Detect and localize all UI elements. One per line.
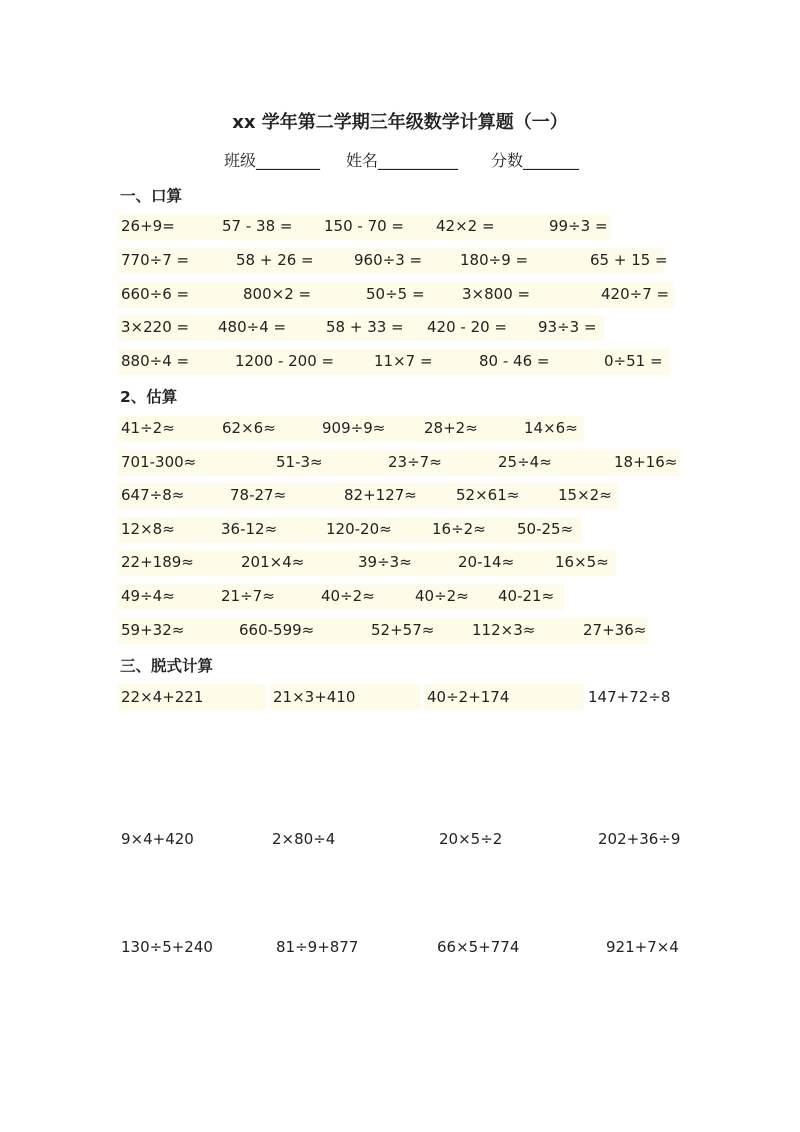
name-field[interactable]: 姓名__________: [346, 151, 459, 170]
oral-row: [118, 214, 610, 240]
oral-problem: 420÷7 =: [601, 285, 670, 303]
oral-problem: 420 - 20 =: [427, 318, 508, 336]
estimate-problem: 18+16≈: [614, 453, 678, 471]
estimate-problem: 112×3≈: [472, 621, 536, 639]
estimate-problem: 40-21≈: [498, 587, 555, 605]
oral-problem: 660÷6 =: [121, 285, 190, 303]
section-heading-stepwise: 三、脱式计算: [120, 657, 214, 675]
estimate-problem: 36-12≈: [221, 520, 278, 538]
oral-problem: 58 + 26 =: [236, 251, 314, 269]
stepwise-problem: 2×80÷4: [272, 830, 336, 848]
estimate-problem: 15×2≈: [558, 486, 612, 504]
estimate-row: [118, 483, 618, 509]
oral-problem: 1200 - 200 =: [235, 352, 335, 370]
oral-row: [118, 315, 604, 341]
estimate-row: [118, 550, 616, 576]
estimate-problem: 41÷2≈: [121, 419, 175, 437]
section-heading-estimate: 2、估算: [120, 388, 178, 406]
estimate-problem: 21÷7≈: [221, 587, 275, 605]
oral-problem: 770÷7 =: [121, 251, 190, 269]
estimate-problem: 909÷9≈: [322, 419, 386, 437]
estimate-problem: 20-14≈: [458, 553, 515, 571]
oral-row: [118, 349, 670, 375]
estimate-problem: 22+189≈: [121, 553, 194, 571]
oral-problem: 99÷3 =: [549, 217, 608, 235]
stepwise-problem: 40÷2+174: [427, 688, 510, 706]
estimate-problem: 27+36≈: [583, 621, 647, 639]
stepwise-problem: 22×4+221: [121, 688, 204, 706]
estimate-problem: 23÷7≈: [388, 453, 442, 471]
estimate-problem: 40÷2≈: [321, 587, 375, 605]
estimate-row: [118, 416, 584, 442]
student-info-line: [0, 148, 800, 172]
estimate-problem: 16÷2≈: [432, 520, 486, 538]
stepwise-problem: 921+7×4: [606, 938, 679, 956]
oral-problem: 11×7 =: [374, 352, 433, 370]
estimate-problem: 25÷4≈: [498, 453, 552, 471]
stepwise-problem: 130÷5+240: [121, 938, 213, 956]
estimate-problem: 62×6≈: [222, 419, 276, 437]
estimate-problem: 49÷4≈: [121, 587, 175, 605]
estimate-row: [118, 618, 648, 644]
stepwise-problem: 9×4+420: [121, 830, 194, 848]
estimate-problem: 40÷2≈: [415, 587, 469, 605]
estimate-problem: 52+57≈: [371, 621, 435, 639]
estimate-row: [118, 584, 564, 610]
oral-problem: 42×2 =: [436, 217, 495, 235]
oral-problem: 93÷3 =: [538, 318, 597, 336]
oral-row: [118, 248, 668, 274]
oral-problem: 150 - 70 =: [324, 217, 405, 235]
estimate-row: [118, 517, 582, 543]
oral-problem: 0÷51 =: [604, 352, 663, 370]
estimate-problem: 78-27≈: [230, 486, 287, 504]
stepwise-problem: 147+72÷8: [588, 688, 671, 706]
estimate-problem: 12×8≈: [121, 520, 175, 538]
estimate-problem: 82+127≈: [344, 486, 417, 504]
class-field[interactable]: 班级________: [224, 151, 321, 170]
estimate-problem: 701-300≈: [121, 453, 197, 471]
stepwise-problem: 66×5+774: [437, 938, 520, 956]
estimate-row: [118, 450, 680, 476]
oral-problem: 800×2 =: [243, 285, 312, 303]
estimate-problem: 660-599≈: [239, 621, 315, 639]
estimate-problem: 647÷8≈: [121, 486, 185, 504]
estimate-problem: 201×4≈: [241, 553, 305, 571]
estimate-problem: 28+2≈: [424, 419, 478, 437]
oral-problem: 57 - 38 =: [222, 217, 293, 235]
score-field[interactable]: 分数_______: [491, 151, 580, 170]
stepwise-problem: 20×5÷2: [439, 830, 503, 848]
oral-problem: 880÷4 =: [121, 352, 190, 370]
oral-problem: 58 + 33 =: [326, 318, 404, 336]
estimate-problem: 50-25≈: [517, 520, 574, 538]
oral-problem: 3×220 =: [121, 318, 190, 336]
oral-problem: 480÷4 =: [218, 318, 287, 336]
oral-row: [118, 282, 674, 308]
estimate-problem: 16×5≈: [555, 553, 609, 571]
oral-problem: 26+9=: [121, 217, 175, 235]
oral-problem: 960÷3 =: [354, 251, 423, 269]
oral-problem: 50÷5 =: [366, 285, 425, 303]
section-heading-oral: 一、口算: [120, 187, 183, 205]
oral-problem: 180÷9 =: [460, 251, 529, 269]
estimate-problem: 14×6≈: [524, 419, 578, 437]
estimate-problem: 51-3≈: [276, 453, 323, 471]
oral-problem: 80 - 46 =: [479, 352, 550, 370]
estimate-problem: 39÷3≈: [358, 553, 412, 571]
page-title: xx 学年第二学期三年级数学计算题（一）: [232, 112, 568, 133]
stepwise-problem: 21×3+410: [273, 688, 356, 706]
estimate-problem: 52×61≈: [456, 486, 520, 504]
estimate-problem: 120-20≈: [326, 520, 392, 538]
stepwise-problem: 81÷9+877: [276, 938, 359, 956]
stepwise-problem: 202+36÷9: [598, 830, 681, 848]
oral-problem: 3×800 =: [462, 285, 531, 303]
oral-problem: 65 + 15 =: [590, 251, 668, 269]
estimate-problem: 59+32≈: [121, 621, 185, 639]
